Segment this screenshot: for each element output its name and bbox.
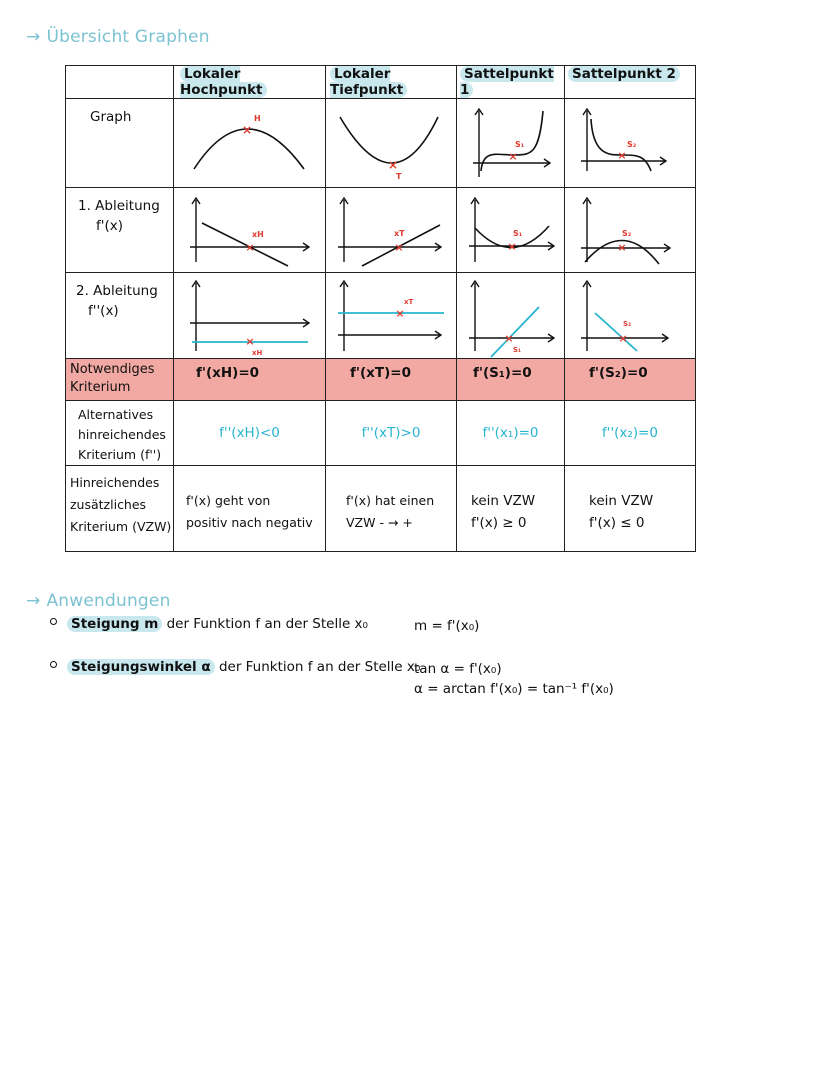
- constant-positive-sketch: [326, 273, 456, 358]
- point-marker: ×: [617, 241, 627, 254]
- sufficient-line: VZW - → +: [346, 515, 413, 530]
- parabola-up-tangent-sketch: [457, 188, 564, 272]
- graph-sattel2: [565, 99, 696, 188]
- point-label-s1: S₁: [513, 229, 523, 238]
- sufficient-sattel1: [457, 466, 565, 552]
- col-header-sattel2: [565, 66, 696, 99]
- application-formula: [414, 616, 479, 636]
- point-label-s2: S₂: [622, 229, 632, 238]
- curve: [340, 117, 438, 163]
- point-label-s1: S₁: [515, 140, 525, 149]
- alt-sufficient-value: f''(x₁)=0: [482, 425, 539, 441]
- arrow-right-icon: →: [26, 591, 41, 611]
- point-label-t: T: [396, 172, 402, 181]
- first-derivative-sattel2: [565, 188, 696, 273]
- formula-line: m = f'(x₀): [414, 618, 480, 634]
- application-item: [50, 616, 368, 632]
- point-label-s2: S₂: [627, 140, 637, 149]
- necessary-value: f'(xT)=0: [350, 365, 411, 381]
- alt-sufficient-sattel1: [457, 401, 565, 466]
- formula-line: tan α = f'(x₀): [414, 661, 502, 677]
- necessary-value: f'(xH)=0: [196, 365, 260, 381]
- sufficient-hochpunkt: [174, 466, 326, 552]
- point-label-s2: S₂: [623, 320, 632, 328]
- row-label-line: hinreichendes: [78, 427, 166, 442]
- row-label-first-derivative: [66, 188, 174, 273]
- point-label-xh: xH: [252, 349, 263, 357]
- col-header-tiefpunkt-text: Lokaler Tiefpunkt: [330, 66, 407, 98]
- necessary-sattel1: [457, 359, 565, 401]
- col-header-tiefpunkt: [326, 66, 457, 99]
- sufficient-line: f'(x) hat einen: [346, 493, 435, 508]
- row-label-graph-text: Graph: [90, 109, 132, 125]
- point-label-xt: xT: [394, 229, 405, 238]
- second-derivative-tiefpunkt: [326, 273, 457, 359]
- necessary-sattel2: [565, 359, 696, 401]
- row-label-line: Kriterium: [70, 380, 131, 395]
- point-marker: ×: [508, 150, 518, 163]
- overview-heading-text: Übersicht Graphen: [46, 27, 210, 47]
- sufficient-row: [66, 466, 696, 552]
- row-label-necessary: [66, 359, 174, 401]
- application-term: Steigungswinkel α: [67, 659, 215, 675]
- col-header-hochpunkt-text: Lokaler Hochpunkt: [180, 66, 267, 98]
- rising-line-sketch: [326, 188, 456, 272]
- col-header-sattel1-text: Sattelpunkt 1: [460, 66, 554, 98]
- point-marker: ×: [245, 335, 255, 348]
- application-formula: [414, 659, 614, 699]
- sufficient-line: f'(x) ≥ 0: [471, 515, 527, 531]
- point-label-xt: xT: [404, 298, 414, 306]
- point-label-s1: S₁: [513, 346, 522, 354]
- sufficient-tiefpunkt: [326, 466, 457, 552]
- necessary-value: f'(S₁)=0: [473, 365, 532, 381]
- sufficient-line: kein VZW: [589, 493, 654, 509]
- graph-tiefpunkt: [326, 99, 457, 188]
- point-marker: ×: [241, 123, 253, 137]
- sufficient-line: kein VZW: [471, 493, 536, 509]
- row-label-line: Notwendiges: [70, 362, 155, 377]
- falling-through-zero-sketch: [565, 273, 695, 358]
- second-derivative-sattel1: [457, 273, 565, 359]
- row-label-line: 1. Ableitung: [78, 198, 160, 214]
- applications-heading-text: Anwendungen: [46, 591, 171, 611]
- necessary-hochpunkt: [174, 359, 326, 401]
- row-label-line: Kriterium (VZW): [70, 519, 172, 534]
- row-label-line: f''(x): [88, 303, 119, 319]
- col-header-sattel1: [457, 66, 565, 99]
- sufficient-line: f'(x) ≤ 0: [589, 515, 645, 531]
- second-derivative-row: [66, 273, 696, 359]
- graph-row: [66, 99, 696, 188]
- second-derivative-sattel2: [565, 273, 696, 359]
- col-header-sattel2-text: Sattelpunkt 2: [568, 66, 680, 82]
- second-derivative-hochpunkt: [174, 273, 326, 359]
- row-label-alt-sufficient: [66, 401, 174, 466]
- first-derivative-hochpunkt: [174, 188, 326, 273]
- parabola-down-sketch: [174, 99, 324, 187]
- row-label-line: Kriterium (f''): [78, 447, 162, 462]
- necessary-criterion-row: [66, 359, 696, 401]
- point-label-h: H: [254, 114, 261, 123]
- applications-heading: [26, 591, 171, 611]
- necessary-tiefpunkt: [326, 359, 457, 401]
- row-label-line: 2. Ableitung: [76, 283, 158, 299]
- graph-sattel1: [457, 99, 565, 188]
- sufficient-line: positiv nach negativ: [186, 515, 313, 530]
- point-marker: ×: [504, 332, 514, 345]
- sufficient-line: f'(x) geht von: [186, 493, 271, 508]
- first-derivative-row: [66, 188, 696, 273]
- row-label-graph: [66, 99, 174, 188]
- overview-heading: [26, 27, 210, 47]
- necessary-value: f'(S₂)=0: [589, 365, 648, 381]
- alt-sufficient-tiefpunkt: [326, 401, 457, 466]
- application-text: der Funktion f an der Stelle x₀: [218, 659, 421, 675]
- point-marker: ×: [387, 158, 399, 172]
- saddle-up-sketch: [457, 99, 564, 187]
- sufficient-sattel2: [565, 466, 696, 552]
- row-label-line: f'(x): [96, 218, 123, 234]
- header-empty: [66, 66, 174, 99]
- first-derivative-sattel1: [457, 188, 565, 273]
- constant-negative-sketch: [174, 273, 324, 358]
- graph-hochpunkt: [174, 99, 326, 188]
- saddle-down-sketch: [565, 99, 695, 187]
- row-label-line: Hinreichendes: [70, 475, 160, 490]
- overview-table: [65, 65, 696, 552]
- bullet-icon: [50, 661, 57, 668]
- alt-sufficient-value: f''(xH)<0: [219, 425, 280, 441]
- bullet-icon: [50, 618, 57, 625]
- falling-line-sketch: [174, 188, 324, 272]
- alt-sufficient-value: f''(x₂)=0: [601, 425, 658, 441]
- parabola-up-sketch: [326, 99, 456, 187]
- point-marker: ×: [395, 307, 405, 320]
- arrow-right-icon: →: [26, 27, 41, 47]
- parabola-down-tangent-sketch: [565, 188, 695, 272]
- point-marker: ×: [617, 149, 627, 162]
- formula-line: α = arctan f'(x₀) = tan⁻¹ f'(x₀): [414, 681, 614, 697]
- row-label-line: zusätzliches: [70, 497, 147, 512]
- alt-sufficient-sattel2: [565, 401, 696, 466]
- row-label-sufficient: [66, 466, 174, 552]
- point-marker: ×: [394, 241, 404, 254]
- row-label-line: Alternatives: [78, 407, 154, 422]
- alt-sufficient-row: [66, 401, 696, 466]
- col-header-hochpunkt: [174, 66, 326, 99]
- alt-sufficient-value: f''(xT)>0: [361, 425, 421, 441]
- header-row: [66, 66, 696, 99]
- row-label-second-derivative: [66, 273, 174, 359]
- point-marker: ×: [618, 332, 628, 345]
- application-term: Steigung m: [67, 616, 162, 632]
- point-marker: ×: [245, 241, 255, 254]
- alt-sufficient-hochpunkt: [174, 401, 326, 466]
- line: [595, 313, 637, 351]
- point-label-xh: xH: [252, 230, 264, 239]
- first-derivative-tiefpunkt: [326, 188, 457, 273]
- application-item: [50, 659, 420, 675]
- point-marker: ×: [507, 240, 517, 253]
- application-text: der Funktion f an der Stelle x₀: [166, 616, 368, 632]
- rising-through-zero-sketch: [457, 273, 564, 358]
- curve: [591, 119, 651, 171]
